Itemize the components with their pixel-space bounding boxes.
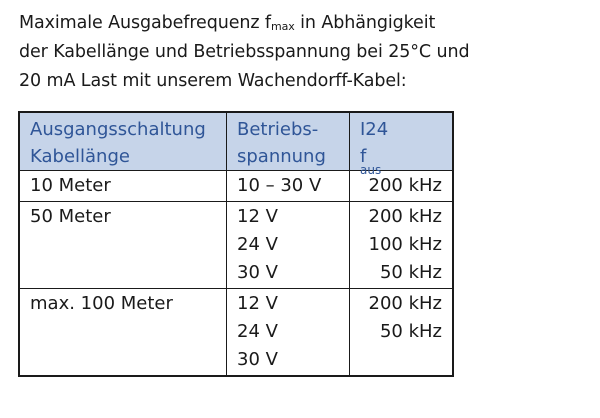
faus-base: f bbox=[360, 146, 367, 167]
frequency-cell bbox=[350, 289, 454, 377]
table-row bbox=[19, 202, 453, 289]
intro-text bbox=[19, 9, 589, 96]
voltage-value: 24 V bbox=[237, 321, 278, 342]
voltage-value: 30 V bbox=[237, 262, 278, 283]
table-row bbox=[19, 171, 453, 202]
voltage-cell bbox=[227, 202, 350, 289]
table-row bbox=[19, 289, 453, 377]
frequency-value: 50 kHz bbox=[379, 262, 442, 283]
intro-line-1-start: Maximale Ausgabefrequenz f bbox=[19, 13, 271, 33]
voltage-cell bbox=[227, 171, 350, 202]
fmax-subscript: max bbox=[271, 20, 295, 33]
frequency-value: 200 kHz bbox=[368, 175, 442, 196]
frequency-value: 200 kHz bbox=[368, 206, 442, 227]
header-faus-label: f aus bbox=[360, 143, 442, 170]
voltage-value: 24 V bbox=[237, 234, 278, 255]
header-voltage-label-1: Betriebs- bbox=[237, 119, 319, 140]
voltage-value: 12 V bbox=[237, 206, 278, 227]
frequency-cell bbox=[350, 202, 454, 289]
intro-line-3: 20 mA Last mit unserem Wachendorff-Kabel: bbox=[19, 71, 407, 91]
header-voltage-label-2: spannung bbox=[237, 146, 326, 167]
header-i24-label: I24 bbox=[360, 119, 389, 140]
intro-line-2: der Kabellänge und Betriebsspannung bei 25°C und bbox=[19, 42, 470, 62]
frequency-table bbox=[18, 111, 454, 377]
header-cell-output bbox=[19, 112, 227, 171]
header-cell-voltage bbox=[227, 112, 350, 171]
table-header-row bbox=[19, 112, 453, 171]
frequency-value: 200 kHz bbox=[368, 293, 442, 314]
header-cable-length-label: Kabellänge bbox=[30, 146, 130, 167]
voltage-value: 30 V bbox=[237, 349, 278, 370]
intro-line-1-end: in Abhängigkeit bbox=[294, 13, 436, 33]
frequency-value: 100 kHz bbox=[368, 234, 442, 255]
voltage-value: 12 V bbox=[237, 293, 278, 314]
cable-length-cell: 50 Meter bbox=[19, 202, 227, 289]
header-output-label: Ausgangsschaltung bbox=[30, 119, 206, 140]
cable-length-cell: 10 Meter bbox=[19, 171, 227, 202]
header-cell-frequency bbox=[350, 112, 454, 177]
voltage-cell bbox=[227, 289, 350, 377]
intro-line-1 bbox=[19, 9, 589, 38]
cable-length-cell: max. 100 Meter bbox=[19, 289, 227, 377]
voltage-value: 10 – 30 V bbox=[237, 175, 322, 196]
frequency-value: 50 kHz bbox=[379, 321, 442, 342]
